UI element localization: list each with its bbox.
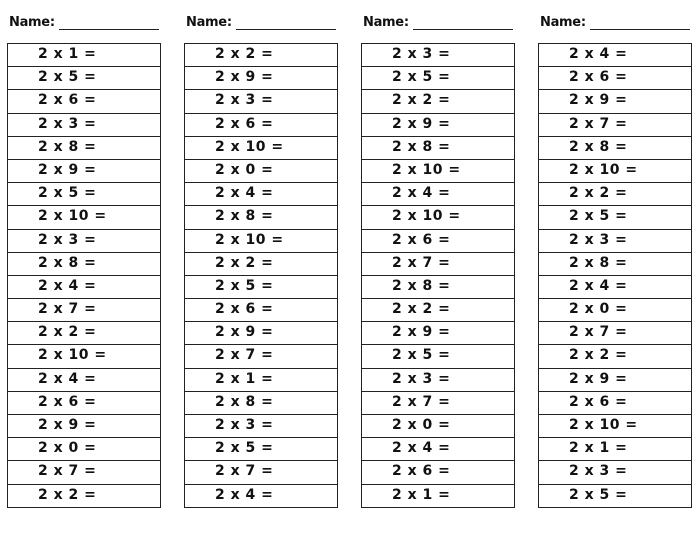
problem-cell: 2 x 6 = bbox=[8, 90, 160, 113]
problem-cell: 2 x 3 = bbox=[8, 230, 160, 253]
problem-cell: 2 x 9 = bbox=[185, 67, 337, 90]
problem-cell: 2 x 4 = bbox=[8, 369, 160, 392]
name-underline bbox=[236, 29, 336, 30]
name-underline bbox=[59, 29, 159, 30]
problem-cell: 2 x 0 = bbox=[362, 415, 514, 438]
problem-cell: 2 x 3 = bbox=[539, 461, 691, 484]
problem-cell: 2 x 1 = bbox=[362, 485, 514, 508]
problem-cell: 2 x 4 = bbox=[362, 438, 514, 461]
problem-cell: 2 x 9 = bbox=[362, 322, 514, 345]
name-label: Name: bbox=[540, 15, 586, 30]
problem-cell: 2 x 8 = bbox=[539, 137, 691, 160]
problem-cell: 2 x 6 = bbox=[362, 230, 514, 253]
problem-cell: 2 x 10 = bbox=[362, 206, 514, 229]
problem-table bbox=[184, 43, 338, 508]
problem-cell: 2 x 9 = bbox=[8, 160, 160, 183]
name-label: Name: bbox=[186, 15, 232, 30]
problem-cell: 2 x 7 = bbox=[8, 299, 160, 322]
name-field[interactable] bbox=[363, 14, 513, 34]
problem-cell: 2 x 1 = bbox=[185, 369, 337, 392]
problem-cell: 2 x 7 = bbox=[185, 345, 337, 368]
problem-cell: 2 x 2 = bbox=[539, 345, 691, 368]
problem-cell: 2 x 3 = bbox=[362, 44, 514, 67]
problem-cell: 2 x 10 = bbox=[539, 160, 691, 183]
problem-cell: 2 x 7 = bbox=[8, 461, 160, 484]
problem-cell: 2 x 6 = bbox=[185, 114, 337, 137]
problem-table bbox=[361, 43, 515, 508]
name-label: Name: bbox=[363, 15, 409, 30]
name-underline bbox=[413, 29, 513, 30]
problem-cell: 2 x 8 = bbox=[185, 206, 337, 229]
problem-cell: 2 x 6 = bbox=[185, 299, 337, 322]
problem-cell: 2 x 2 = bbox=[8, 485, 160, 508]
problem-cell: 2 x 8 = bbox=[185, 392, 337, 415]
problem-cell: 2 x 10 = bbox=[185, 230, 337, 253]
problem-cell: 2 x 1 = bbox=[539, 438, 691, 461]
problem-cell: 2 x 2 = bbox=[362, 90, 514, 113]
problem-cell: 2 x 4 = bbox=[539, 276, 691, 299]
name-underline bbox=[590, 29, 690, 30]
problem-cell: 2 x 7 = bbox=[362, 392, 514, 415]
problem-cell: 2 x 9 = bbox=[539, 369, 691, 392]
problem-cell: 2 x 4 = bbox=[185, 183, 337, 206]
problem-cell: 2 x 7 = bbox=[539, 322, 691, 345]
problem-cell: 2 x 0 = bbox=[8, 438, 160, 461]
name-field[interactable] bbox=[186, 14, 336, 34]
problem-cell: 2 x 4 = bbox=[362, 183, 514, 206]
problem-cell: 2 x 6 = bbox=[539, 67, 691, 90]
problem-cell: 2 x 5 = bbox=[8, 67, 160, 90]
problem-cell: 2 x 4 = bbox=[8, 276, 160, 299]
problem-cell: 2 x 9 = bbox=[185, 322, 337, 345]
problem-cell: 2 x 5 = bbox=[185, 276, 337, 299]
problem-cell: 2 x 6 = bbox=[539, 392, 691, 415]
problem-cell: 2 x 0 = bbox=[185, 160, 337, 183]
problem-cell: 2 x 2 = bbox=[362, 299, 514, 322]
problem-cell: 2 x 7 = bbox=[185, 461, 337, 484]
problem-cell: 2 x 5 = bbox=[185, 438, 337, 461]
problem-cell: 2 x 4 = bbox=[185, 485, 337, 508]
name-label: Name: bbox=[9, 15, 55, 30]
problem-cell: 2 x 8 = bbox=[539, 253, 691, 276]
problem-cell: 2 x 5 = bbox=[362, 67, 514, 90]
problem-cell: 2 x 8 = bbox=[362, 276, 514, 299]
problem-cell: 2 x 10 = bbox=[185, 137, 337, 160]
problem-cell: 2 x 8 = bbox=[362, 137, 514, 160]
problem-cell: 2 x 4 = bbox=[539, 44, 691, 67]
problem-cell: 2 x 2 = bbox=[8, 322, 160, 345]
name-field[interactable] bbox=[540, 14, 690, 34]
problem-table bbox=[538, 43, 692, 508]
problem-cell: 2 x 8 = bbox=[8, 137, 160, 160]
problem-cell: 2 x 5 = bbox=[362, 345, 514, 368]
problem-cell: 2 x 9 = bbox=[539, 90, 691, 113]
problem-cell: 2 x 6 = bbox=[362, 461, 514, 484]
problem-cell: 2 x 3 = bbox=[185, 90, 337, 113]
name-field[interactable] bbox=[9, 14, 159, 34]
problem-cell: 2 x 3 = bbox=[185, 415, 337, 438]
problem-cell: 2 x 10 = bbox=[8, 345, 160, 368]
problem-cell: 2 x 10 = bbox=[362, 160, 514, 183]
problem-cell: 2 x 7 = bbox=[539, 114, 691, 137]
problem-cell: 2 x 6 = bbox=[8, 392, 160, 415]
problem-cell: 2 x 3 = bbox=[8, 114, 160, 137]
problem-cell: 2 x 5 = bbox=[539, 485, 691, 508]
problem-cell: 2 x 9 = bbox=[8, 415, 160, 438]
problem-cell: 2 x 1 = bbox=[8, 44, 160, 67]
problem-cell: 2 x 8 = bbox=[8, 253, 160, 276]
problem-cell: 2 x 2 = bbox=[185, 253, 337, 276]
problem-cell: 2 x 3 = bbox=[539, 230, 691, 253]
problem-cell: 2 x 2 = bbox=[185, 44, 337, 67]
problem-cell: 2 x 5 = bbox=[539, 206, 691, 229]
problem-cell: 2 x 5 = bbox=[8, 183, 160, 206]
problem-cell: 2 x 0 = bbox=[539, 299, 691, 322]
problem-cell: 2 x 3 = bbox=[362, 369, 514, 392]
problem-cell: 2 x 9 = bbox=[362, 114, 514, 137]
problem-cell: 2 x 10 = bbox=[8, 206, 160, 229]
problem-cell: 2 x 10 = bbox=[539, 415, 691, 438]
problem-table bbox=[7, 43, 161, 508]
problem-cell: 2 x 2 = bbox=[539, 183, 691, 206]
problem-cell: 2 x 7 = bbox=[362, 253, 514, 276]
